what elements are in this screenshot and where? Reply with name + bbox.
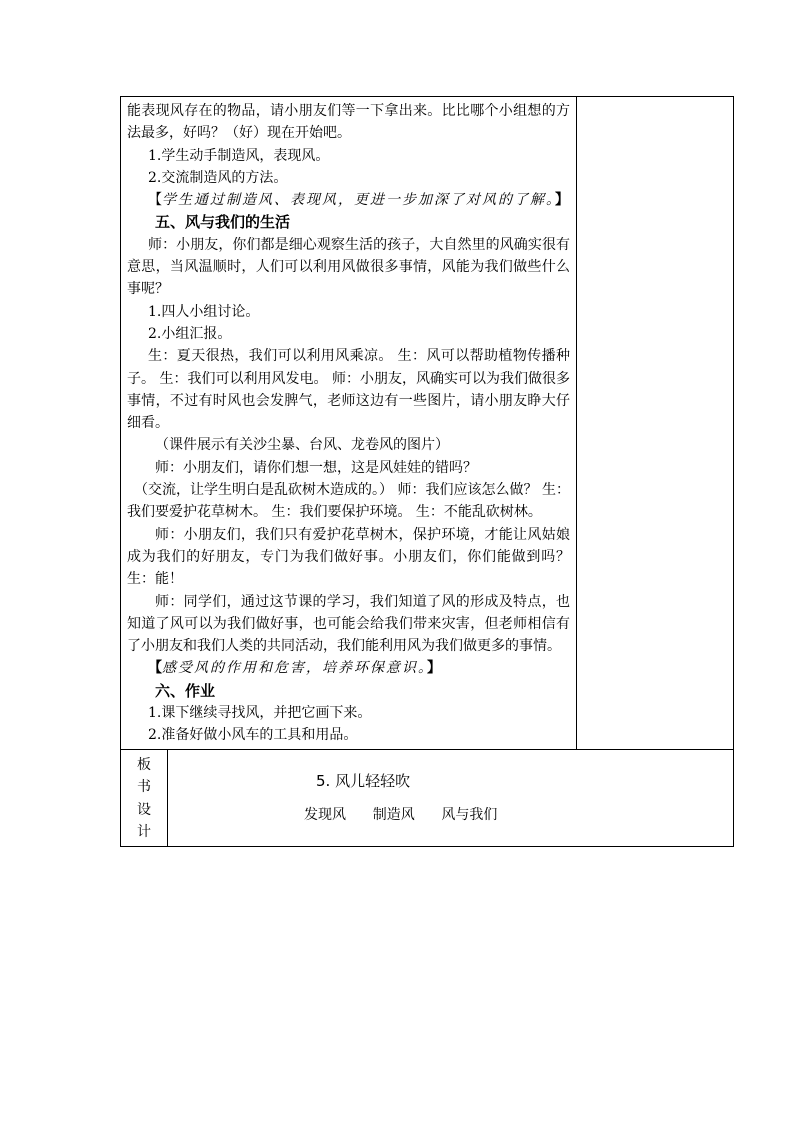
section-heading-6: 六、作业 (155, 681, 216, 700)
teacher-conclusion: 师：同学们，通过这节课的学习，我们知道了风的形成及特点，也知道了风可以为我们做好事，也可能会给我们带来灾害，但老师相信有了小朋友和我们人类的共同活动，我们能利用风为我们做更多的事情。 (127, 593, 571, 655)
exchange-discussion: （交流，让学生明白是乱砍树木造成的。） 师：我们应该怎么做？ 生：我们要爱护花草树木。 生：我们要保护环境。 生：不能乱砍树林。 (127, 482, 571, 521)
lesson-content-cell (121, 97, 577, 750)
note-bracket-open: 【 (148, 192, 162, 209)
note-text: 学生通过制造风、表现风，更进一步加深了对风的了解。 (162, 192, 555, 209)
homework-item-2: 2.准备好做小风车的工具和用品。 (148, 727, 358, 744)
design-note-1 (127, 189, 570, 211)
student-answers: 生：夏天很热，我们可以利用风乘凉。 生：风可以帮助植物传播种子。 生：我们可以利用风发电。 师：小朋友，风确实可以为我们做很多事情，不过有时风也会发脾气，老师这边有一些图片，请小朋友睁大仔细看。 (127, 348, 571, 432)
board-label-cell (121, 749, 168, 846)
teacher-prompt: 师：小朋友们，请你们想一想，这是风娃娃的错吗？ (155, 459, 477, 476)
board-design-row (121, 749, 734, 846)
paragraph-intro: 能表现风存在的物品，请小朋友们等一下拿出来。比比哪个小组想的方法最多，好吗？（好）现在开始吧。 (127, 103, 571, 142)
step-make-wind: 1.学生动手制造风，表现风。 (148, 147, 330, 164)
side-notes-cell (577, 97, 734, 750)
lesson-content (121, 97, 576, 749)
note-text: 感受风的作用和危害，培养环保意识。 (162, 660, 427, 677)
board-title: 5. 风儿轻轻吹 (316, 771, 411, 790)
board-content-cell (168, 749, 734, 846)
board-content (168, 750, 733, 846)
homework-item-1: 1.课下继续寻找风，并把它画下来。 (148, 705, 372, 722)
step-group-report: 2.小组汇报。 (148, 325, 232, 342)
teacher-question: 师：小朋友，你们都是细心观察生活的孩子，大自然里的风确实很有意思，当风温顺时，人们可以利用风做很多事情，风能为我们做些什么事呢？ (127, 236, 571, 298)
board-design-label (121, 750, 167, 844)
board-keywords: 发现风 制造风 风与我们 (304, 806, 498, 823)
lesson-process-row (121, 97, 734, 750)
section-heading-5: 五、风与我们的生活 (155, 213, 291, 232)
step-share-methods: 2.交流制造风的方法。 (148, 169, 288, 186)
courseware-note: （课件展示有关沙尘暴、台风、龙卷风的图片） (155, 437, 449, 454)
step-group-discussion: 1.四人小组讨论。 (148, 303, 260, 320)
lesson-plan-table (120, 96, 734, 847)
board-label-char: 设 (137, 801, 151, 818)
board-label-char: 计 (137, 824, 151, 841)
board-label-char: 板 (137, 756, 151, 773)
note-bracket-close: 】 (555, 192, 569, 209)
teacher-summary: 师：小朋友们，我们只有爱护花草树木，保护环境，才能让风姑娘成为我们的好朋友，专门为我们做好事。小朋友们，你们能做到吗？ 生：能！ (127, 526, 571, 588)
note-bracket-close: 】 (427, 660, 441, 677)
note-bracket-open: 【 (148, 660, 162, 677)
board-label-char: 书 (137, 779, 151, 796)
design-note-2 (127, 657, 570, 679)
